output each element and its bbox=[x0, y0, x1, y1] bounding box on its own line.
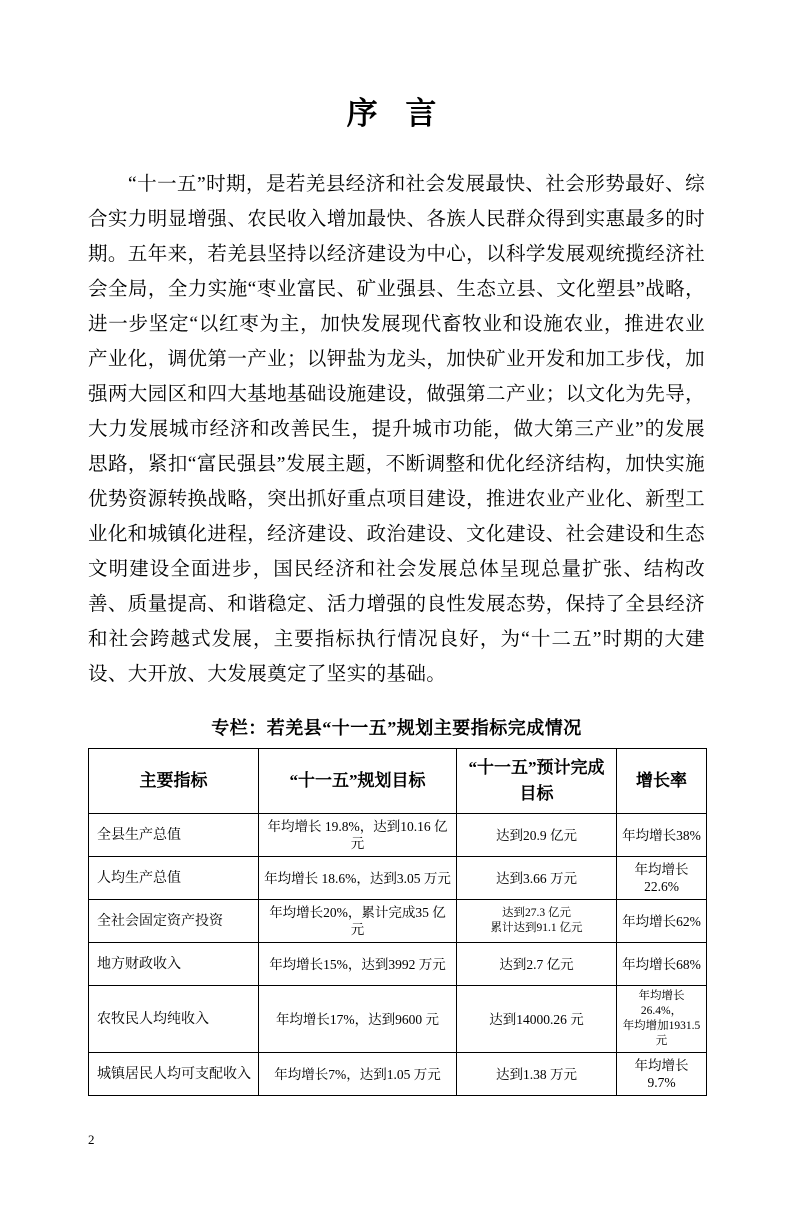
cell-expected: 达到27.3 亿元 累计达到91.1 亿元 bbox=[457, 900, 617, 943]
document-page bbox=[0, 88, 793, 1210]
cell-plan-target: 年均增长 19.8%，达到10.16 亿元 bbox=[259, 814, 457, 857]
table-row bbox=[89, 857, 707, 900]
cell-plan-target: 年均增长20%，累计完成35 亿元 bbox=[259, 900, 457, 943]
table-row bbox=[89, 986, 707, 1053]
cell-indicator: 全社会固定资产投资 bbox=[89, 900, 259, 943]
cell-plan-target: 年均增长 18.6%，达到3.05 万元 bbox=[259, 857, 457, 900]
page-number: 2 bbox=[88, 1132, 95, 1147]
table-header-growth: 增长率 bbox=[617, 749, 707, 814]
cell-plan-target: 年均增长15%，达到3992 万元 bbox=[259, 943, 457, 986]
cell-plan-target: 年均增长7%，达到1.05 万元 bbox=[259, 1053, 457, 1096]
cell-growth: 年均增长22.6% bbox=[617, 857, 707, 900]
cell-growth: 年均增长38% bbox=[617, 814, 707, 857]
cell-indicator: 地方财政收入 bbox=[89, 943, 259, 986]
table-header-expected: “十一五”预计完成目标 bbox=[457, 749, 617, 814]
table-caption: 专栏：若羌县“十一五”规划主要指标完成情况 bbox=[211, 718, 582, 738]
cell-growth: 年均增长62% bbox=[617, 900, 707, 943]
page-title: 序 言 bbox=[346, 96, 447, 131]
cell-expected: 达到1.38 万元 bbox=[457, 1053, 617, 1096]
cell-growth: 年均增长9.7% bbox=[617, 1053, 707, 1096]
cell-plan-target: 年均增长17%，达到9600 元 bbox=[259, 986, 457, 1053]
table-header-row bbox=[89, 749, 707, 814]
cell-indicator: 全县生产总值 bbox=[89, 814, 259, 857]
cell-expected: 达到20.9 亿元 bbox=[457, 814, 617, 857]
cell-indicator: 人均生产总值 bbox=[89, 857, 259, 900]
table-header-plan-target: “十一五”规划目标 bbox=[259, 749, 457, 814]
table-row bbox=[89, 943, 707, 986]
cell-expected: 达到2.7 亿元 bbox=[457, 943, 617, 986]
cell-expected: 达到14000.26 元 bbox=[457, 986, 617, 1053]
table-body bbox=[89, 814, 707, 1096]
cell-growth: 年均增长68% bbox=[617, 943, 707, 986]
table-row bbox=[89, 900, 707, 943]
table-header-indicator: 主要指标 bbox=[89, 749, 259, 814]
table-row bbox=[89, 1053, 707, 1096]
cell-expected: 达到3.66 万元 bbox=[457, 857, 617, 900]
cell-indicator: 农牧民人均纯收入 bbox=[89, 986, 259, 1053]
cell-indicator: 城镇居民人均可支配收入 bbox=[89, 1053, 259, 1096]
cell-growth: 年均增长26.4%， 年均增加1931.5 元 bbox=[617, 986, 707, 1053]
indicators-table bbox=[88, 748, 707, 1096]
table-row bbox=[89, 814, 707, 857]
preface-paragraph: “十一五”时期，是若羌县经济和社会发展最快、社会形势最好、综合实力明显增强、农民收入增加最快、各族人民群众得到实惠最多的时期。五年来，若羌县坚持以经济建设为中心，以科学发展观统揽经济社会全局，全力实施“枣业富民、矿业强县、生态立县、文化塑县”战略，进一步坚定“以红枣为主，加快发展现代畜牧业和设施农业，推进农业产业化，调优第一产业；以钾盐为龙头，加快矿业开发和加工步伐，加强两大园区和四大基地基础设施建设，做强第二产业；以文化为先导，大力发展城市经济和改善民生，提升城市功能，做大第三产业”的发展思路，紧扣“富民强县”发展主题，不断调整和优化经济结构，加快实施优势资源转换战略，突出抓好重点项目建设，推进农业产业化、新型工业化和城镇化进程，经济建设、政治建设、文化建设、社会建设和生态文明建设全面进步，国民经济和社会发展总体呈现总量扩张、结构改善、质量提高、和谐稳定、活力增强的良性发展态势，保持了全县经济和社会跨越式发展，主要指标执行情况良好，为“十二五”时期的大建设、大开放、大发展奠定了坚实的基础。 bbox=[88, 174, 705, 685]
